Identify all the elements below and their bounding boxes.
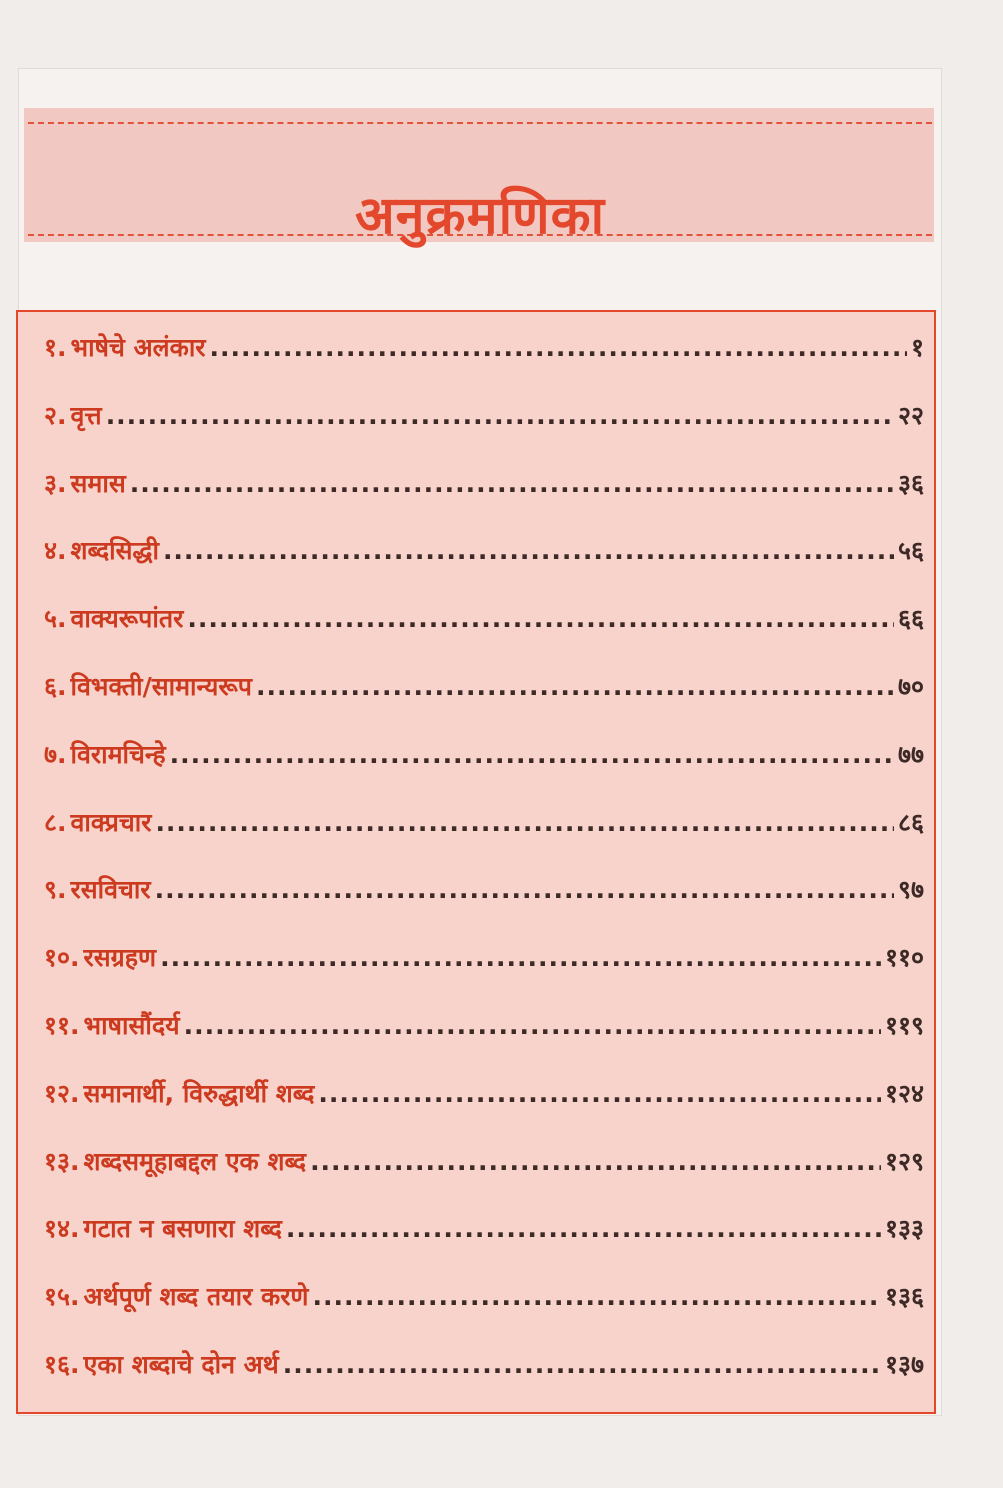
toc-page-number: ७० [897, 671, 924, 701]
toc-page-number: १३७ [884, 1349, 924, 1379]
toc-leader-dots [318, 1079, 881, 1108]
toc-page-number: १२९ [884, 1146, 924, 1176]
page-title: अनुक्रमणिका [354, 185, 606, 246]
toc-item[interactable] [44, 1347, 924, 1415]
toc-title: भाषासौंदर्य [83, 1010, 180, 1040]
toc-page-number: ५६ [897, 536, 924, 566]
toc-leader-dots [256, 672, 894, 701]
toc-title: शब्दसमूहाबद्दल एक शब्द [83, 1146, 307, 1176]
toc-number: ७. [44, 739, 67, 769]
toc-page-number: ११० [884, 943, 924, 973]
toc-number: १. [44, 333, 67, 362]
toc-item[interactable] [44, 1008, 924, 1076]
toc-leader-dots [163, 536, 894, 565]
toc-title: भाषेचे अलंकार [70, 333, 206, 362]
toc-title: शब्दसिद्धी [70, 536, 159, 566]
toc-number: १४. [44, 1214, 80, 1244]
toc-leader-dots [170, 740, 894, 769]
toc-leader-dots [210, 333, 907, 362]
toc-leader-dots [313, 1282, 881, 1311]
toc-item[interactable] [44, 1076, 924, 1144]
toc-item[interactable] [44, 330, 924, 398]
toc-leader-dots [130, 469, 894, 498]
toc-number: १२. [44, 1078, 80, 1108]
toc-leader-dots [160, 943, 881, 972]
toc-leader-dots [106, 401, 894, 430]
toc-item[interactable] [44, 466, 924, 534]
toc-number: ६. [44, 671, 67, 701]
toc-leader-dots [155, 875, 894, 904]
toc-page-number: ९७ [897, 875, 924, 905]
title-divider-top [28, 122, 932, 124]
toc-item[interactable] [44, 737, 924, 805]
toc-page-number: ३६ [897, 468, 924, 498]
toc-leader-dots [283, 1350, 881, 1379]
toc-item[interactable] [44, 1211, 924, 1279]
toc-page-number: १३३ [884, 1214, 924, 1244]
toc-page-number: १३६ [884, 1282, 924, 1312]
toc-item[interactable] [44, 601, 924, 669]
toc-title: रसविचार [70, 875, 151, 905]
toc-item[interactable] [44, 1144, 924, 1212]
toc-item[interactable] [44, 940, 924, 1008]
toc-leader-dots [187, 604, 894, 633]
toc-title: अर्थपूर्ण शब्द तयार करणे [83, 1282, 309, 1312]
toc-number: ११. [44, 1010, 80, 1040]
toc-page-number: ११९ [884, 1010, 924, 1040]
toc-page-number: १ [910, 333, 924, 362]
toc-page-number: ८६ [897, 807, 924, 837]
toc-title: वाक्प्रचार [70, 807, 152, 837]
toc-item[interactable] [44, 805, 924, 873]
toc-page-number: ७७ [897, 739, 924, 769]
toc-title: समानार्थी, विरुद्धार्थी शब्द [83, 1078, 315, 1108]
toc-number: २. [44, 400, 67, 430]
toc-title: रसग्रहण [83, 943, 157, 973]
toc-number: ९. [44, 875, 67, 905]
toc-item[interactable] [44, 398, 924, 466]
toc-title: गटात न बसणारा शब्द [83, 1214, 282, 1244]
toc-title: एका शब्दाचे दोन अर्थ [83, 1349, 279, 1379]
table-of-contents [16, 310, 936, 1414]
toc-number: १३. [44, 1146, 80, 1176]
toc-number: ५. [44, 604, 67, 634]
toc-item[interactable] [44, 872, 924, 940]
toc-number: ३. [44, 468, 67, 498]
toc-item[interactable] [44, 1279, 924, 1347]
toc-page-number: १२४ [884, 1078, 924, 1108]
toc-number: ४. [44, 536, 67, 566]
toc-number: ८. [44, 807, 67, 837]
toc-number: १०. [44, 943, 80, 973]
toc-title: वाक्यरूपांतर [70, 604, 184, 634]
toc-leader-dots [286, 1214, 881, 1243]
toc-title: वृत्त [70, 400, 102, 430]
toc-title: विभक्ती/सामान्यरूप [70, 671, 253, 701]
toc-page-number: ६६ [897, 604, 924, 634]
toc-title: विरामचिन्हे [70, 739, 166, 769]
toc-leader-dots [155, 808, 894, 837]
toc-page-number: २२ [897, 400, 924, 430]
toc-number: १६. [44, 1349, 80, 1379]
toc-item[interactable] [44, 533, 924, 601]
toc-leader-dots [310, 1147, 881, 1176]
toc-number: १५. [44, 1282, 80, 1312]
toc-title: समास [70, 468, 126, 498]
toc-leader-dots [184, 1011, 881, 1040]
toc-item[interactable] [44, 669, 924, 737]
toc-list [44, 330, 924, 1415]
